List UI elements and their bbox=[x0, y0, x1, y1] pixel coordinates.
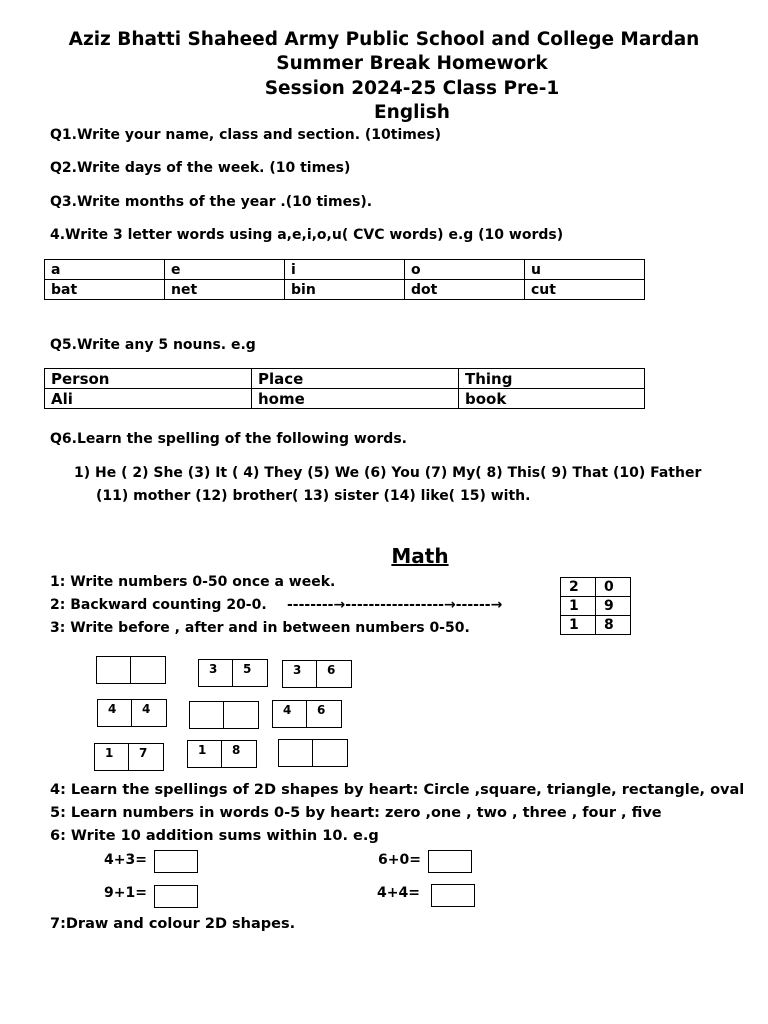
number-box-cell bbox=[313, 740, 347, 766]
number-box-cell: 7 bbox=[139, 746, 148, 760]
number-box bbox=[97, 699, 167, 727]
number-box-cell: 1 bbox=[95, 744, 129, 770]
table-header-cell: o bbox=[405, 260, 525, 280]
table-cell: 8 bbox=[596, 616, 631, 635]
number-box-cell bbox=[224, 702, 258, 728]
sum-label: 4+3= bbox=[104, 852, 147, 868]
math-item-6: 6: Write 10 addition sums within 10. e.g bbox=[50, 828, 379, 844]
school-name: Aziz Bhatti Shaheed Army Public School and College Mardan bbox=[68, 29, 700, 50]
sum-label: 4+4= bbox=[377, 885, 420, 901]
number-box-cell: 6 bbox=[327, 663, 336, 677]
table-cell: dot bbox=[405, 280, 525, 300]
question-5: Q5.Write any 5 nouns. e.g bbox=[50, 337, 256, 353]
number-box bbox=[272, 700, 342, 728]
question-1: Q1.Write your name, class and section. (10times) bbox=[50, 127, 442, 143]
subject-english: English bbox=[374, 102, 450, 123]
number-box bbox=[94, 743, 164, 771]
number-box bbox=[96, 656, 166, 684]
number-box-cell: 3 bbox=[283, 661, 317, 687]
table-row bbox=[45, 260, 645, 280]
answer-box bbox=[154, 885, 198, 908]
math-heading: Math bbox=[391, 544, 449, 568]
homework-title: Summer Break Homework bbox=[276, 53, 548, 74]
table-cell: 1 bbox=[561, 597, 596, 616]
number-box-cell bbox=[190, 702, 224, 728]
number-box bbox=[187, 740, 257, 768]
number-box bbox=[189, 701, 259, 729]
table-cell: bin bbox=[285, 280, 405, 300]
math-item-3: 3: Write before , after and in between numbers 0-50. bbox=[50, 620, 470, 636]
number-box-cell bbox=[131, 657, 165, 683]
sum-label: 6+0= bbox=[378, 852, 421, 868]
number-box-cell bbox=[97, 657, 131, 683]
sum-label: 9+1= bbox=[104, 885, 147, 901]
answer-box bbox=[154, 850, 198, 873]
table-header-cell: a bbox=[45, 260, 165, 280]
table-header-cell: i bbox=[285, 260, 405, 280]
number-box bbox=[282, 660, 352, 688]
math-item-5: 5: Learn numbers in words 0-5 by heart: zero ,one , two , three , four , five bbox=[50, 805, 662, 821]
table-row bbox=[561, 578, 631, 597]
table-cell: 0 bbox=[596, 578, 631, 597]
session-class: Session 2024-25 Class Pre-1 bbox=[264, 78, 560, 99]
math-item-1: 1: Write numbers 0-50 once a week. bbox=[50, 574, 336, 590]
table-row bbox=[45, 280, 645, 300]
spelling-words-line-1: 1) He ( 2) She (3) It ( 4) They (5) We (6) You (7) My( 8) This( 9) That (10) Father bbox=[74, 465, 702, 481]
table-cell: 1 bbox=[561, 616, 596, 635]
answer-box bbox=[431, 884, 475, 907]
table-cell: net bbox=[165, 280, 285, 300]
number-box-cell: 6 bbox=[317, 703, 326, 717]
question-2: Q2.Write days of the week. (10 times) bbox=[50, 160, 351, 176]
table-row bbox=[561, 597, 631, 616]
number-box-cell: 1 bbox=[188, 741, 222, 767]
table-header-cell: Place bbox=[252, 369, 459, 389]
table-cell: book bbox=[459, 389, 645, 409]
table-cell: 9 bbox=[596, 597, 631, 616]
table-cell: 2 bbox=[561, 578, 596, 597]
table-header-cell: u bbox=[525, 260, 645, 280]
nouns-table bbox=[44, 368, 645, 409]
math-item-4: 4: Learn the spellings of 2D shapes by heart: Circle ,square, triangle, rectangle, oval bbox=[50, 782, 745, 798]
answer-box bbox=[428, 850, 472, 873]
table-row bbox=[561, 616, 631, 635]
table-cell: home bbox=[252, 389, 459, 409]
table-row bbox=[45, 369, 645, 389]
table-header-cell: e bbox=[165, 260, 285, 280]
number-box-cell: 5 bbox=[243, 662, 252, 676]
math-item-7: 7:Draw and colour 2D shapes. bbox=[50, 916, 296, 932]
table-cell: cut bbox=[525, 280, 645, 300]
backward-count-table bbox=[560, 577, 631, 635]
number-box-cell: 4 bbox=[142, 702, 151, 716]
number-box bbox=[278, 739, 348, 767]
number-box-cell: 4 bbox=[273, 701, 307, 727]
table-row bbox=[45, 389, 645, 409]
table-header-cell: Thing bbox=[459, 369, 645, 389]
table-header-cell: Person bbox=[45, 369, 252, 389]
question-4: 4.Write 3 letter words using a,e,i,o,u( CVC words) e.g (10 words) bbox=[50, 227, 564, 243]
spelling-words-line-2: (11) mother (12) brother( 13) sister (14) like( 15) with. bbox=[96, 488, 531, 504]
table-cell: Ali bbox=[45, 389, 252, 409]
question-6: Q6.Learn the spelling of the following words. bbox=[50, 431, 407, 447]
number-box-cell: 3 bbox=[199, 660, 233, 686]
number-box-cell: 8 bbox=[232, 743, 241, 757]
number-box-cell: 4 bbox=[98, 700, 132, 726]
cvc-words-table bbox=[44, 259, 645, 300]
number-box-cell bbox=[279, 740, 313, 766]
math-item-2: 2: Backward counting 20-0. bbox=[50, 597, 267, 613]
table-cell: bat bbox=[45, 280, 165, 300]
number-box bbox=[198, 659, 268, 687]
counting-arrows: --------→-----------------→------→ bbox=[287, 597, 503, 613]
question-3: Q3.Write months of the year .(10 times). bbox=[50, 194, 373, 210]
